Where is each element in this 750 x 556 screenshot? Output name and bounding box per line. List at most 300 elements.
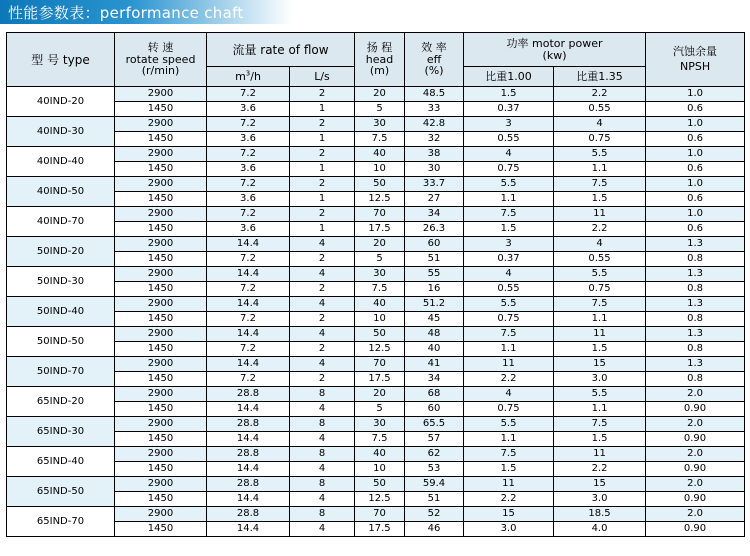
cell-eff: 55 — [405, 267, 464, 282]
cell-power-sg100: 2.2 — [464, 372, 554, 387]
cell-eff: 42.8 — [405, 117, 464, 132]
cell-flow-ls: 4 — [290, 297, 355, 312]
cell-power-sg135: 4.0 — [554, 522, 646, 537]
cell-eff: 30 — [405, 162, 464, 177]
cell-flow-m3h: 14.4 — [207, 297, 290, 312]
table-row — [7, 87, 745, 102]
cell-power-sg100: 4 — [464, 387, 554, 402]
cell-power-sg135: 0.55 — [554, 252, 646, 267]
cell-npsh: 1.3 — [646, 327, 745, 342]
header-eff-cn: 效 率 — [421, 41, 447, 55]
cell-flow-ls: 1 — [290, 162, 355, 177]
cell-power-sg135: 1.5 — [554, 192, 646, 207]
cell-speed: 1450 — [115, 162, 207, 177]
cell-npsh: 2.0 — [646, 447, 745, 462]
cell-flow-ls: 4 — [290, 402, 355, 417]
cell-npsh: 0.90 — [646, 492, 745, 507]
table-row — [7, 417, 745, 432]
cell-npsh: 0.8 — [646, 312, 745, 327]
header-type: 型 号 type — [7, 33, 115, 87]
table-row — [7, 102, 745, 117]
cell-eff: 62 — [405, 447, 464, 462]
cell-flow-m3h: 14.4 — [207, 492, 290, 507]
cell-speed: 1450 — [115, 102, 207, 117]
cell-npsh: 0.90 — [646, 432, 745, 447]
table-row — [7, 372, 745, 387]
cell-head: 5 — [355, 102, 405, 117]
cell-power-sg135: 7.5 — [554, 297, 646, 312]
cell-flow-m3h: 14.4 — [207, 462, 290, 477]
cell-power-sg135: 4 — [554, 117, 646, 132]
cell-head: 17.5 — [355, 522, 405, 537]
cell-eff: 57 — [405, 432, 464, 447]
cell-power-sg135: 7.5 — [554, 417, 646, 432]
table-row — [7, 507, 745, 522]
cell-speed: 2900 — [115, 477, 207, 492]
cell-power-sg100: 1.1 — [464, 342, 554, 357]
header-eff-en: eff — [426, 52, 442, 66]
page-title: 性能参数表：performance chaft — [8, 4, 244, 22]
cell-power-sg135: 1.1 — [554, 162, 646, 177]
model-cell: 40IND-40 — [7, 147, 115, 177]
cell-flow-ls: 4 — [290, 357, 355, 372]
cell-power-sg100: 1.1 — [464, 192, 554, 207]
table-row — [7, 237, 745, 252]
cell-head: 50 — [355, 327, 405, 342]
header-npsh — [646, 33, 745, 87]
table-row — [7, 447, 745, 462]
table-row — [7, 222, 745, 237]
cell-flow-m3h: 7.2 — [207, 207, 290, 222]
cell-head: 10 — [355, 462, 405, 477]
cell-head: 70 — [355, 507, 405, 522]
cell-power-sg135: 4 — [554, 237, 646, 252]
cell-power-sg135: 15 — [554, 477, 646, 492]
header-head — [355, 33, 405, 87]
cell-flow-m3h: 28.8 — [207, 417, 290, 432]
cell-power-sg135: 2.2 — [554, 87, 646, 102]
cell-npsh: 1.3 — [646, 357, 745, 372]
cell-head: 30 — [355, 117, 405, 132]
cell-eff: 59.4 — [405, 477, 464, 492]
cell-power-sg100: 5.5 — [464, 177, 554, 192]
cell-flow-ls: 1 — [290, 132, 355, 147]
cell-head: 12.5 — [355, 492, 405, 507]
cell-flow-ls: 4 — [290, 522, 355, 537]
cell-npsh: 0.6 — [646, 132, 745, 147]
cell-speed: 1450 — [115, 132, 207, 147]
cell-flow-m3h: 14.4 — [207, 267, 290, 282]
cell-head: 7.5 — [355, 132, 405, 147]
cell-flow-ls: 4 — [290, 327, 355, 342]
cell-npsh: 1.0 — [646, 87, 745, 102]
header-eff-unit: (%) — [424, 64, 444, 78]
model-cell: 50IND-70 — [7, 357, 115, 387]
cell-speed: 2900 — [115, 447, 207, 462]
cell-flow-ls: 4 — [290, 267, 355, 282]
cell-eff: 16 — [405, 282, 464, 297]
cell-speed: 2900 — [115, 147, 207, 162]
model-cell: 50IND-20 — [7, 237, 115, 267]
cell-speed: 1450 — [115, 252, 207, 267]
cell-flow-m3h: 28.8 — [207, 447, 290, 462]
cell-npsh: 1.0 — [646, 207, 745, 222]
cell-power-sg100: 5.5 — [464, 297, 554, 312]
header-speed-unit: (r/min) — [141, 64, 180, 78]
cell-eff: 60 — [405, 402, 464, 417]
cell-speed: 2900 — [115, 387, 207, 402]
cell-power-sg100: 3.0 — [464, 522, 554, 537]
cell-speed: 2900 — [115, 117, 207, 132]
cell-head: 40 — [355, 297, 405, 312]
cell-head: 20 — [355, 387, 405, 402]
cell-flow-m3h: 28.8 — [207, 507, 290, 522]
table-row — [7, 162, 745, 177]
cell-speed: 1450 — [115, 492, 207, 507]
cell-eff: 32 — [405, 132, 464, 147]
cell-power-sg100: 3 — [464, 117, 554, 132]
cell-power-sg100: 11 — [464, 477, 554, 492]
cell-power-sg135: 1.1 — [554, 402, 646, 417]
cell-power-sg100: 15 — [464, 507, 554, 522]
cell-flow-ls: 8 — [290, 387, 355, 402]
cell-power-sg135: 11 — [554, 327, 646, 342]
cell-eff: 40 — [405, 342, 464, 357]
table-row — [7, 132, 745, 147]
cell-npsh: 1.3 — [646, 267, 745, 282]
cell-power-sg135: 5.5 — [554, 267, 646, 282]
cell-speed: 2900 — [115, 297, 207, 312]
header-power — [464, 33, 646, 67]
cell-power-sg100: 0.37 — [464, 252, 554, 267]
cell-head: 12.5 — [355, 342, 405, 357]
header-speed-en: rotate speed — [125, 52, 196, 66]
cell-power-sg100: 2.2 — [464, 492, 554, 507]
cell-power-sg100: 11 — [464, 357, 554, 372]
table-row — [7, 327, 745, 342]
cell-power-sg100: 1.5 — [464, 222, 554, 237]
cell-flow-m3h: 7.2 — [207, 312, 290, 327]
cell-head: 70 — [355, 357, 405, 372]
cell-flow-m3h: 28.8 — [207, 477, 290, 492]
table-row — [7, 192, 745, 207]
cell-speed: 2900 — [115, 507, 207, 522]
cell-speed: 1450 — [115, 462, 207, 477]
cell-npsh: 2.0 — [646, 507, 745, 522]
cell-power-sg135: 15 — [554, 357, 646, 372]
cell-flow-m3h: 3.6 — [207, 102, 290, 117]
cell-flow-ls: 2 — [290, 252, 355, 267]
cell-eff: 52 — [405, 507, 464, 522]
table-row — [7, 282, 745, 297]
cell-npsh: 2.0 — [646, 477, 745, 492]
cell-speed: 1450 — [115, 402, 207, 417]
cell-flow-ls: 2 — [290, 147, 355, 162]
cell-npsh: 0.6 — [646, 102, 745, 117]
model-cell: 65IND-70 — [7, 507, 115, 537]
model-cell: 50IND-30 — [7, 267, 115, 297]
cell-power-sg100: 1.5 — [464, 87, 554, 102]
cell-power-sg100: 0.37 — [464, 102, 554, 117]
header-npsh-en: NPSH — [679, 59, 711, 73]
cell-speed: 2900 — [115, 267, 207, 282]
cell-power-sg135: 3.0 — [554, 372, 646, 387]
cell-power-sg100: 5.5 — [464, 417, 554, 432]
table-row — [7, 117, 745, 132]
cell-npsh: 1.0 — [646, 117, 745, 132]
model-cell: 40IND-20 — [7, 87, 115, 117]
cell-speed: 2900 — [115, 357, 207, 372]
cell-power-sg135: 0.55 — [554, 102, 646, 117]
cell-power-sg135: 1.1 — [554, 312, 646, 327]
cell-flow-ls: 2 — [290, 87, 355, 102]
cell-eff: 68 — [405, 387, 464, 402]
cell-power-sg100: 7.5 — [464, 207, 554, 222]
cell-speed: 1450 — [115, 342, 207, 357]
cell-power-sg100: 3 — [464, 237, 554, 252]
model-cell: 65IND-50 — [7, 477, 115, 507]
cell-speed: 1450 — [115, 222, 207, 237]
model-cell: 40IND-30 — [7, 117, 115, 147]
header-head-en: head — [365, 52, 394, 66]
cell-flow-m3h: 7.2 — [207, 117, 290, 132]
cell-head: 50 — [355, 477, 405, 492]
cell-flow-m3h: 28.8 — [207, 387, 290, 402]
cell-power-sg100: 0.75 — [464, 312, 554, 327]
cell-power-sg100: 1.1 — [464, 432, 554, 447]
cell-power-sg100: 0.55 — [464, 132, 554, 147]
cell-flow-m3h: 14.4 — [207, 522, 290, 537]
cell-flow-m3h: 7.2 — [207, 177, 290, 192]
cell-power-sg135: 7.5 — [554, 177, 646, 192]
cell-head: 17.5 — [355, 372, 405, 387]
model-cell: 65IND-30 — [7, 417, 115, 447]
table-row — [7, 297, 745, 312]
cell-flow-ls: 8 — [290, 507, 355, 522]
cell-npsh: 1.0 — [646, 147, 745, 162]
table-row — [7, 402, 745, 417]
table-row — [7, 267, 745, 282]
table-row — [7, 342, 745, 357]
cell-eff: 33 — [405, 102, 464, 117]
cell-power-sg100: 0.55 — [464, 282, 554, 297]
table-body — [7, 87, 745, 537]
cell-power-sg135: 1.5 — [554, 342, 646, 357]
cell-flow-ls: 1 — [290, 192, 355, 207]
table-row — [7, 207, 745, 222]
cell-flow-m3h: 7.2 — [207, 282, 290, 297]
cell-head: 7.5 — [355, 282, 405, 297]
cell-eff: 65.5 — [405, 417, 464, 432]
cell-speed: 2900 — [115, 417, 207, 432]
cell-head: 40 — [355, 447, 405, 462]
cell-flow-ls: 4 — [290, 492, 355, 507]
cell-npsh: 0.6 — [646, 162, 745, 177]
cell-head: 5 — [355, 402, 405, 417]
cell-flow-m3h: 14.4 — [207, 402, 290, 417]
header-flow-ls: L/s — [290, 67, 355, 87]
cell-head: 30 — [355, 267, 405, 282]
cell-head: 10 — [355, 312, 405, 327]
cell-power-sg100: 1.5 — [464, 462, 554, 477]
cell-power-sg100: 7.5 — [464, 327, 554, 342]
model-cell: 50IND-40 — [7, 297, 115, 327]
cell-flow-ls: 4 — [290, 237, 355, 252]
cell-power-sg100: 0.75 — [464, 162, 554, 177]
header-speed — [115, 33, 207, 87]
cell-flow-m3h: 14.4 — [207, 237, 290, 252]
cell-power-sg135: 11 — [554, 207, 646, 222]
header-power-label: 功率 motor power — [506, 36, 603, 50]
table-row — [7, 522, 745, 537]
header-flow: 流量 rate of flow — [207, 33, 355, 67]
cell-eff: 41 — [405, 357, 464, 372]
model-cell: 65IND-40 — [7, 447, 115, 477]
cell-power-sg100: 4 — [464, 147, 554, 162]
cell-power-sg135: 5.5 — [554, 387, 646, 402]
cell-speed: 2900 — [115, 87, 207, 102]
table-row — [7, 312, 745, 327]
header-head-unit: (m) — [369, 64, 390, 78]
cell-power-sg135: 11 — [554, 447, 646, 462]
cell-flow-ls: 2 — [290, 372, 355, 387]
header-flow-m3h: $m^3/h$ — [207, 67, 290, 87]
cell-head: 17.5 — [355, 222, 405, 237]
cell-power-sg135: 5.5 — [554, 147, 646, 162]
cell-head: 20 — [355, 237, 405, 252]
performance-table — [6, 32, 745, 537]
header-head-cn: 扬 程 — [366, 41, 393, 55]
cell-eff: 48.5 — [405, 87, 464, 102]
cell-npsh: 2.0 — [646, 387, 745, 402]
cell-speed: 1450 — [115, 372, 207, 387]
title-bar — [0, 0, 292, 24]
cell-power-sg100: 7.5 — [464, 447, 554, 462]
cell-power-sg135: 3.0 — [554, 492, 646, 507]
cell-flow-ls: 2 — [290, 342, 355, 357]
cell-flow-m3h: 7.2 — [207, 342, 290, 357]
cell-eff: 34 — [405, 372, 464, 387]
cell-flow-ls: 2 — [290, 282, 355, 297]
cell-power-sg135: 2.2 — [554, 222, 646, 237]
cell-npsh: 0.90 — [646, 462, 745, 477]
table-row — [7, 432, 745, 447]
cell-power-sg135: 1.5 — [554, 432, 646, 447]
cell-speed: 2900 — [115, 327, 207, 342]
table-row — [7, 147, 745, 162]
header-eff — [405, 33, 464, 87]
cell-eff: 51.2 — [405, 297, 464, 312]
cell-npsh: 2.0 — [646, 417, 745, 432]
cell-power-sg100: 0.75 — [464, 402, 554, 417]
table-row — [7, 177, 745, 192]
cell-npsh: 0.90 — [646, 402, 745, 417]
cell-eff: 51 — [405, 492, 464, 507]
cell-head: 10 — [355, 162, 405, 177]
cell-head: 30 — [355, 417, 405, 432]
table-row — [7, 462, 745, 477]
cell-speed: 1450 — [115, 192, 207, 207]
cell-flow-ls: 4 — [290, 432, 355, 447]
cell-speed: 1450 — [115, 522, 207, 537]
table-row — [7, 492, 745, 507]
cell-flow-ls: 2 — [290, 312, 355, 327]
cell-speed: 1450 — [115, 312, 207, 327]
model-cell: 50IND-50 — [7, 327, 115, 357]
cell-head: 50 — [355, 177, 405, 192]
cell-head: 12.5 — [355, 192, 405, 207]
cell-npsh: 1.0 — [646, 177, 745, 192]
cell-power-sg135: 2.2 — [554, 462, 646, 477]
cell-npsh: 0.8 — [646, 252, 745, 267]
cell-flow-ls: 8 — [290, 447, 355, 462]
cell-flow-m3h: 7.2 — [207, 252, 290, 267]
header-power-sg135: 比重1.35 — [554, 67, 646, 87]
cell-eff: 38 — [405, 147, 464, 162]
cell-power-sg135: 0.75 — [554, 282, 646, 297]
cell-flow-ls: 2 — [290, 207, 355, 222]
cell-flow-ls: 1 — [290, 222, 355, 237]
cell-npsh: 1.3 — [646, 237, 745, 252]
cell-flow-ls: 8 — [290, 417, 355, 432]
cell-speed: 1450 — [115, 282, 207, 297]
cell-npsh: 0.6 — [646, 192, 745, 207]
cell-head: 40 — [355, 147, 405, 162]
cell-speed: 2900 — [115, 207, 207, 222]
table-row — [7, 477, 745, 492]
model-cell: 40IND-50 — [7, 177, 115, 207]
cell-flow-ls: 1 — [290, 102, 355, 117]
cell-head: 7.5 — [355, 432, 405, 447]
cell-flow-m3h: 3.6 — [207, 162, 290, 177]
cell-eff: 48 — [405, 327, 464, 342]
header-npsh-cn: 汽蚀余量 — [673, 45, 718, 59]
table-row — [7, 357, 745, 372]
cell-eff: 53 — [405, 462, 464, 477]
performance-table-container — [6, 32, 744, 542]
cell-flow-m3h: 14.4 — [207, 432, 290, 447]
header-power-sg100: 比重1.00 — [464, 67, 554, 87]
cell-flow-m3h: 14.4 — [207, 357, 290, 372]
cell-npsh: 0.90 — [646, 522, 745, 537]
cell-power-sg135: 18.5 — [554, 507, 646, 522]
cell-flow-ls: 2 — [290, 177, 355, 192]
cell-eff: 46 — [405, 522, 464, 537]
cell-head: 70 — [355, 207, 405, 222]
cell-flow-ls: 4 — [290, 462, 355, 477]
cell-flow-ls: 8 — [290, 477, 355, 492]
cell-eff: 26.3 — [405, 222, 464, 237]
cell-eff: 51 — [405, 252, 464, 267]
cell-eff: 60 — [405, 237, 464, 252]
cell-speed: 1450 — [115, 432, 207, 447]
cell-eff: 27 — [405, 192, 464, 207]
cell-flow-m3h: 3.6 — [207, 192, 290, 207]
header-power-unit: (kw) — [542, 48, 567, 62]
cell-eff: 45 — [405, 312, 464, 327]
cell-speed: 2900 — [115, 237, 207, 252]
cell-head: 5 — [355, 252, 405, 267]
cell-speed: 2900 — [115, 177, 207, 192]
cell-flow-m3h: 3.6 — [207, 222, 290, 237]
cell-power-sg100: 4 — [464, 267, 554, 282]
cell-flow-m3h: 14.4 — [207, 327, 290, 342]
cell-npsh: 1.3 — [646, 297, 745, 312]
cell-head: 20 — [355, 87, 405, 102]
cell-flow-m3h: 7.2 — [207, 87, 290, 102]
cell-eff: 33.7 — [405, 177, 464, 192]
header-speed-cn: 转 速 — [147, 41, 174, 55]
